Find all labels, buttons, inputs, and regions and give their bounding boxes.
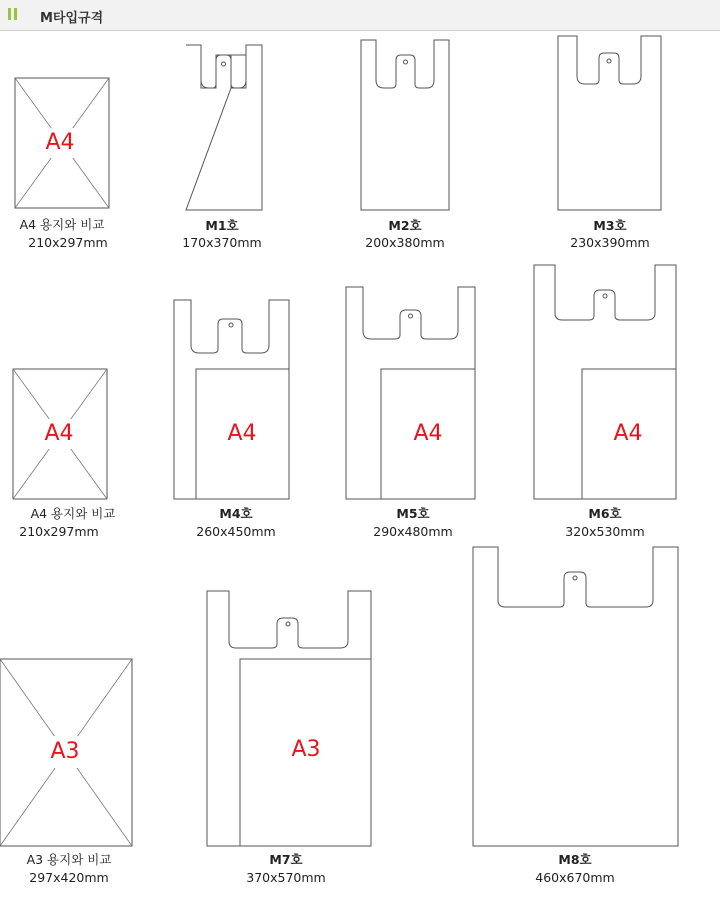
bag-size: 200x380mm <box>365 235 445 250</box>
bag-m6 <box>534 265 676 539</box>
bag-name: M5호 <box>396 506 430 521</box>
paper-size: 210x297mm <box>28 235 108 250</box>
bag-name: M2호 <box>388 218 422 233</box>
paper-ref-a4-row2 <box>13 369 115 539</box>
bag-name: M7호 <box>269 852 303 867</box>
bag-hanger-hole-icon <box>607 59 611 63</box>
bag-name: M4호 <box>219 506 253 521</box>
paper-caption: A4 용지와 비교 <box>19 217 105 232</box>
bag-m8 <box>473 547 678 885</box>
sheet-label: A4 <box>45 130 75 155</box>
bag-name: M8호 <box>558 852 592 867</box>
bag-m5 <box>346 287 475 539</box>
bag-size: 370x570mm <box>246 870 326 885</box>
paper-ref-a4-row1 <box>15 78 109 250</box>
paper-size: 297x420mm <box>29 870 109 885</box>
bag-hanger-hole-icon <box>286 622 290 626</box>
bag-m2 <box>361 40 449 250</box>
bag-size: 460x670mm <box>535 870 615 885</box>
paper-ref-a3 <box>0 659 132 885</box>
bag-size: 320x530mm <box>565 524 645 539</box>
bag-outline <box>207 591 371 846</box>
bag-name: M3호 <box>593 218 627 233</box>
bag-m3 <box>558 36 661 250</box>
bag-outline <box>346 287 475 499</box>
sheet-label: A4 <box>44 421 74 446</box>
bag-name: M6호 <box>588 506 622 521</box>
bag-outline <box>558 36 661 210</box>
bag-outline <box>534 265 676 499</box>
bag-m4 <box>174 300 289 539</box>
bag-size: 230x390mm <box>570 235 650 250</box>
overlay-label: A4 <box>613 421 643 446</box>
bag-outline <box>174 300 289 499</box>
paper-caption: A3 용지와 비교 <box>26 852 112 867</box>
bag-size: 290x480mm <box>373 524 453 539</box>
section-title: M타입규격 <box>40 11 104 26</box>
bag-hanger-hole-icon <box>409 314 413 318</box>
bag-hanger-hole-icon <box>222 62 226 66</box>
bag-hanger-hole-icon <box>573 576 577 580</box>
paper-caption: A4 용지와 비교 <box>30 506 116 521</box>
bag-size: 260x450mm <box>196 524 276 539</box>
bag-outline <box>473 547 678 846</box>
paper-size: 210x297mm <box>19 524 99 539</box>
bag-m1 <box>182 45 262 250</box>
bag-outline <box>361 40 449 210</box>
bag-hanger-hole-icon <box>603 294 607 298</box>
bag-hanger-hole-icon <box>404 60 408 64</box>
overlay-label: A4 <box>413 421 443 446</box>
overlay-label: A4 <box>227 421 257 446</box>
overlay-label: A3 <box>291 737 321 762</box>
sheet-label: A3 <box>50 739 80 764</box>
bag-name: M1호 <box>205 218 239 233</box>
bag-size: 170x370mm <box>182 235 262 250</box>
bag-m7 <box>207 591 371 885</box>
bag-hanger-hole-icon <box>229 323 233 327</box>
bag-outline <box>186 45 262 210</box>
